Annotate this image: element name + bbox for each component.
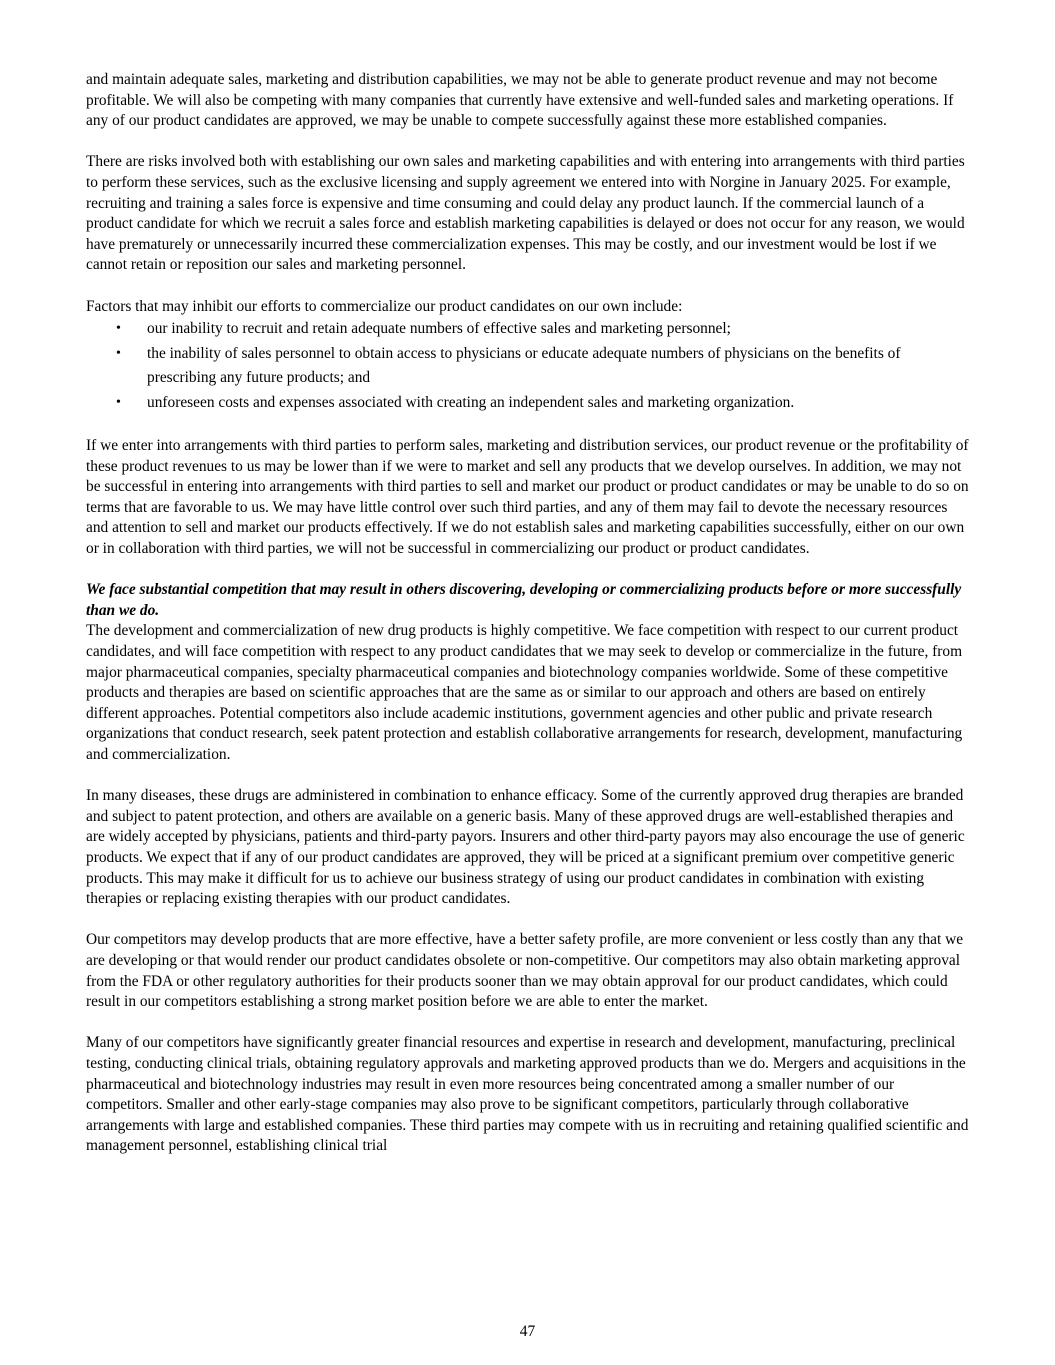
paragraph: and maintain adequate sales, marketing and distribution capabilities, we may not be able to generate product revenue and may not become profitable. We will also be competing with many companies that currently have extensive and well-funded sales and marketing operations. If any of our product candidates are approved, we may be unable to compete successfully against these more established companies.	[86, 71, 954, 130]
list-item	[86, 391, 970, 416]
paragraph: Many of our competitors have significantly greater financial resources and expertise in research and development, manufacturing, preclinical testing, conducting clinical trials, obtaining regulatory approvals and marketing approved products than we do. Mergers and acquisitions in the pharmaceutical and biotechnology industries may result in even more resources being concentrated among a smaller number of our competitors. Smaller and other early-stage companies may also prove to be significant competitors, particularly through collaborative arrangements with large and established companies. These third parties may compete with us in recruiting and retaining qualified scientific and management personnel, establishing clinical trial	[86, 1034, 969, 1155]
document-body	[86, 70, 970, 1157]
paragraph: In many diseases, these drugs are administered in combination to enhance efficacy. Some of the currently approved drug therapies are branded and subject to patent protection, and others are available on a generic basis. Many of these approved drugs are well-established therapies and are widely accepted by physicians, patients and third-party payors. Insurers and other third-party payors may also encourage the use of generic products. We expect that if any of our product candidates are approved, they will be priced at a significant premium over competitive generic products. This may make it difficult for us to achieve our business strategy of using our product candidates in combination with existing therapies or replacing existing therapies with our product candidates.	[86, 787, 965, 908]
list-item-text: unforeseen costs and expenses associated with creating an independent sales and marketing organization.	[147, 393, 795, 411]
list-item	[86, 317, 970, 342]
bullet-list	[86, 317, 970, 415]
paragraph: There are risks involved both with establishing our own sales and marketing capabilities and with entering into arrangements with third parties to perform these services, such as the exclusive licensing and supply agreement we entered into with Norgine in January 2025. For example, recruiting and training a sales force is expensive and time consuming and could delay any product launch. If the commercial launch of a product candidate for which we recruit a sales force and establish marketing capabilities is delayed or does not occur for any reason, we would have prematurely or unnecessarily incurred these commercialization expenses. This may be costly, and our investment would be lost if we cannot retain or reposition our sales and marketing personnel.	[86, 153, 965, 274]
list-item-text: the inability of sales personnel to obtain access to physicians or educate adequate numbers of physicians on the benefits of prescribing any future products; and	[147, 344, 901, 387]
paragraph: Factors that may inhibit our efforts to commercialize our product candidates on our own include:	[86, 297, 683, 315]
bullet-icon: •	[116, 321, 121, 337]
paragraph: The development and commercialization of new drug products is highly competitive. We face competition with respect to our current product candidates, and will face competition with respect to any product candidates that we may seek to develop or commercialize in the future, from major pharmaceutical companies, specialty pharmaceutical companies and biotechnology companies worldwide. Some of these competitive products and therapies are based on scientific approaches that are the same as or similar to our approach and others are based on entirely different approaches. Potential competitors also include academic institutions, government agencies and other public and private research organizations that conduct research, seek patent protection and establish collaborative arrangements for research, development, manufacturing and commercialization.	[86, 622, 963, 763]
list-item	[86, 342, 970, 391]
paragraph: Our competitors may develop products that are more effective, have a better safety profile, are more convenient or less costly than any that we are developing or that would render our product candidates obsolete or non-competitive. Our competitors may also obtain marketing approval from the FDA or other regulatory authorities for their products sooner than we may obtain approval for our product candidates, which could result in our competitors establishing a strong market position before we are able to enter the market.	[86, 931, 964, 1011]
bullet-icon: •	[116, 345, 121, 361]
paragraph: If we enter into arrangements with third parties to perform sales, marketing and distribution services, our product revenue or the profitability of these product revenues to us may be lower than if we were to market and sell any products that we develop ourselves. In addition, we may not be successful in entering into arrangements with third parties to sell and market our product or product candidates or may be unable to do so on terms that are favorable to us. We may have little control over such third parties, and any of them may fail to devote the necessary resources and attention to sell and market our products effectively. If we do not establish sales and marketing capabilities successfully, either on our own or in collaboration with third parties, we will not be successful in commercializing our product or product candidates.	[86, 437, 969, 558]
section-heading: We face substantial competition that may result in others discovering, developing or commercializing products before or more successfully than we do.	[86, 581, 962, 619]
bullet-icon: •	[116, 394, 121, 410]
page-number: 47	[519, 1323, 536, 1340]
list-item-text: our inability to recruit and retain adequate numbers of effective sales and marketing personnel;	[147, 320, 731, 338]
